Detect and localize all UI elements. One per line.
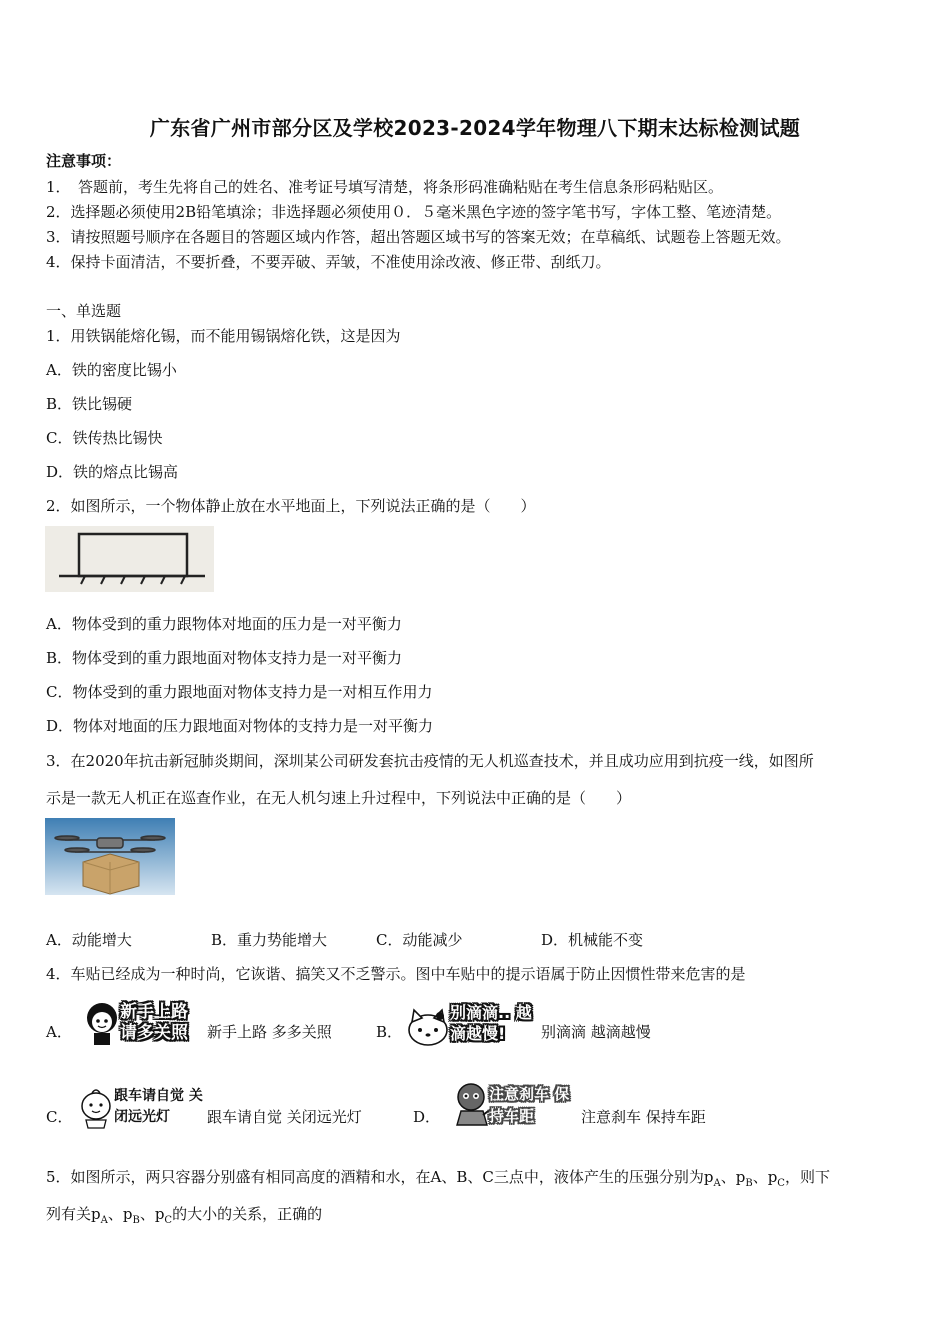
q3-option-d: D．机械能不变 — [541, 931, 644, 949]
q5-sep: 、p — [752, 1168, 778, 1186]
q5-text: 5．如图所示，两只容器分别盛有相同高度的酒精和水，在A、B、C三点中，液体产生的压强分别为p — [46, 1168, 714, 1186]
question-3-stem-line2: 示是一款无人机正在巡查作业，在无人机匀速上升过程中，下列说法中正确的是（ ） — [46, 789, 632, 807]
cartoon-character-icon — [453, 1081, 493, 1129]
notice-heading: 注意事项： — [46, 152, 122, 170]
q5-text: ，则下 — [784, 1168, 830, 1186]
question-5-stem-line2 — [46, 1203, 322, 1226]
sticker-d-text: 注意刹车 保持车距 — [489, 1085, 570, 1125]
q4-option-b-text: 别滴滴 越滴越慢 — [541, 1023, 651, 1041]
q5-sep: 、p — [720, 1168, 746, 1186]
q2-option-d: D．物体对地面的压力跟地面对物体的支持力是一对平衡力 — [46, 717, 434, 735]
notice-item: 2．选择题必须使用2B铅笔填涂；非选择题必须使用０．５毫米黑色字迹的签字笔书写，字体工整、笔迹清楚。 — [46, 203, 782, 221]
q2-option-c: C．物体受到的重力跟地面对物体支持力是一对相互作用力 — [46, 683, 433, 701]
section-heading: 一、单选题 — [46, 302, 122, 320]
question-1-stem: 1．用铁锅能熔化锡，而不能用锡锅熔化铁，这是因为 — [46, 327, 401, 345]
q5-sub-c: C — [777, 1178, 785, 1189]
q3-option-c: C．动能减少 — [376, 931, 463, 949]
q5-text: 列有关p — [46, 1205, 101, 1223]
q5-sep: 、p — [107, 1205, 133, 1223]
q4-option-c-letter: C． — [46, 1108, 73, 1126]
object-on-ground-figure — [45, 526, 214, 592]
notice-item: 4．保持卡面清洁，不要折叠，不要弄破、弄皱，不准使用涂改液、修正带、刮纸刀。 — [46, 253, 611, 271]
q4-sticker-c — [78, 1084, 202, 1130]
q5-sub-c: C — [164, 1215, 173, 1226]
mascot-icon — [82, 1000, 122, 1048]
q2-option-a: A．物体受到的重力跟物体对地面的压力是一对平衡力 — [46, 615, 402, 633]
q4-option-a-text: 新手上路 多多关照 — [207, 1023, 332, 1041]
question-3-stem-line1: 3．在2020年抗击新冠肺炎期间，深圳某公司研发套抗击疫情的无人机巡查技术，并且成功应用到抗疫一线，如图所 — [46, 752, 814, 770]
baby-face-icon — [78, 1084, 114, 1130]
notice-item: 3．请按照题号顺序在各题目的答题区域内作答，超出答题区域书写的答案无效；在草稿纸、试题卷上答题无效。 — [46, 228, 791, 246]
q5-sub-a: A — [100, 1215, 108, 1226]
question-2-stem: 2．如图所示，一个物体静止放在水平地面上，下列说法正确的是（ ） — [46, 497, 536, 515]
sticker-a-text: 新手上路 请多关照 — [120, 1002, 188, 1043]
q3-option-b: B．重力势能增大 — [211, 931, 328, 949]
page-title: 广东省广州市部分区及学校2023-2024学年物理八下期末达标检测试题 — [149, 116, 801, 140]
q3-option-a: A．动能增大 — [46, 931, 132, 949]
q1-option-d: D．铁的熔点比锡高 — [46, 463, 179, 481]
q4-option-d-text: 注意刹车 保持车距 — [581, 1108, 706, 1126]
sticker-c-text: 跟车请自觉 关闭远光灯 — [114, 1088, 203, 1125]
question-5-stem-line1 — [46, 1166, 830, 1189]
sticker-b-text: 别滴滴.. 越滴越慢! — [450, 1003, 532, 1043]
drone-delivery-figure — [45, 818, 175, 895]
q3-options — [46, 929, 746, 949]
q5-sub-a: A — [713, 1178, 721, 1189]
q4-option-d-letter: D． — [413, 1108, 441, 1126]
q4-option-a-letter: A． — [46, 1023, 72, 1041]
q4-option-b-letter: B． — [376, 1023, 403, 1041]
q1-option-a: A．铁的密度比锡小 — [46, 361, 177, 379]
q4-option-c-text: 跟车请自觉 关闭远光灯 — [207, 1108, 362, 1126]
q1-option-c: C．铁传热比锡快 — [46, 429, 163, 447]
q4-sticker-a — [82, 1000, 200, 1048]
q5-sub-b: B — [745, 1178, 753, 1189]
kitty-icon — [406, 1004, 450, 1048]
question-4-stem: 4．车贴已经成为一种时尚，它诙谐、搞笑又不乏警示。图中车贴中的提示语属于防止因惯性带来危害的是 — [46, 965, 746, 983]
q5-text: 的大小的关系，正确的 — [172, 1205, 323, 1223]
q5-sub-b: B — [132, 1215, 140, 1226]
q2-option-b: B．物体受到的重力跟地面对物体支持力是一对平衡力 — [46, 649, 403, 667]
q4-sticker-d — [453, 1081, 575, 1131]
notice-item: 1． 答题前，考生先将自己的姓名、准考证号填写清楚，将条形码准确粘贴在考生信息条形码粘贴区。 — [46, 178, 724, 196]
q1-option-b: B．铁比锡硬 — [46, 395, 133, 413]
q4-sticker-b — [406, 1002, 536, 1048]
q5-sep: 、p — [139, 1205, 165, 1223]
